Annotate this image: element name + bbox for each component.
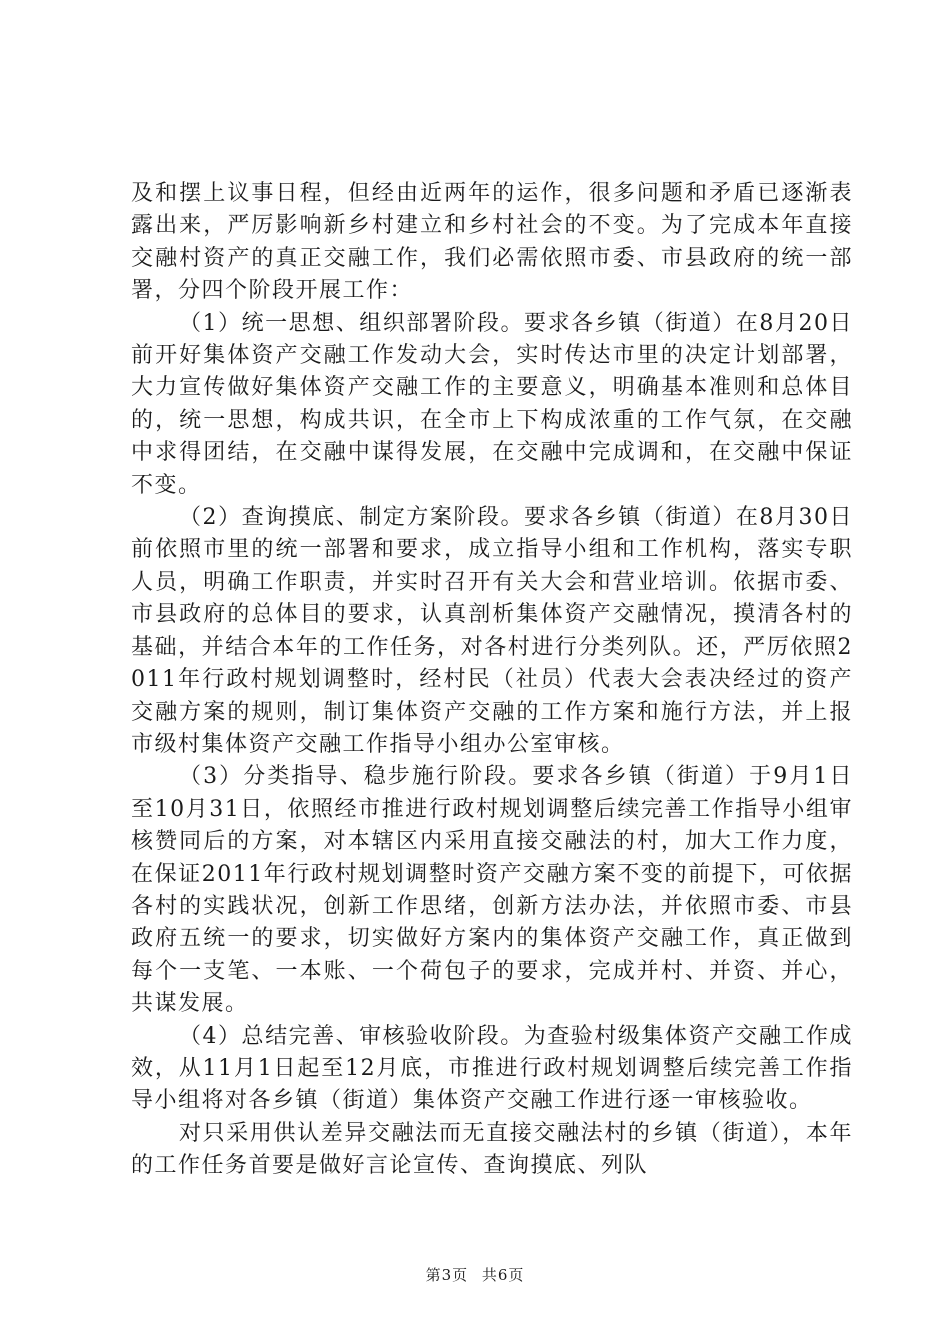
page-footer (0, 1264, 950, 1285)
page-number: 第3页 (425, 1266, 469, 1284)
paragraph-stage-1: （1）统一思想、组织部署阶段。要求各乡镇（街道）在8月20日前开好集体资产交融工作发动大会，实时传达市里的决定计划部署，大力宣传做好集体资产交融工作的主要意义，明确基本准则和总体目的，统一思想，构成共识，在全市上下构成浓重的工作气氛，在交融中求得团结，在交融中谋得发展，在交融中完成调和，在交融中保证不变。 (131, 310, 853, 498)
page-total: 共6页 (481, 1266, 525, 1284)
paragraph-stage-3: （3）分类指导、稳步施行阶段。要求各乡镇（街道）于9月1日至10月31日，依照经市推进行政村规划调整后续完善工作指导小组审核赞同后的方案，对本辖区内采用直接交融法的村，加大工作力度，在保证2011年行政村规划调整时资产交融方案不变的前提下，可依据各村的实践状况，创新工作思绪，创新方法办法，并依照市委、市县政府五统一的要求，切实做好方案内的集体资产交融工作，真正做到每个一支笔、一本账、一个荷包子的要求，完成并村、并资、并心，共谋发展。 (131, 764, 853, 1017)
paragraph-continuation: 及和摆上议事日程，但经由近两年的运作，很多问题和矛盾已逐渐表露出来，严厉影响新乡村建立和乡村社会的不变。为了完成本年直接交融村资产的真正交融工作，我们必需依照市委、市县政府的统一部署，分四个阶段开展工作： (131, 181, 853, 304)
paragraph-closing: 对只采用供认差异交融法而无直接交融法村的乡镇（街道），本年的工作任务首要是做好言论宣传、查询摸底、列队 (131, 1120, 853, 1179)
document-body (131, 178, 853, 1183)
paragraph-stage-4: （4）总结完善、审核验收阶段。为查验村级集体资产交融工作成效，从11月1日起至12月底，市推进行政村规划调整后续完善工作指导小组将对各乡镇（街道）集体资产交融工作进行逐一审核验收。 (131, 1023, 853, 1114)
paragraph-stage-2: （2）查询摸底、制定方案阶段。要求各乡镇（街道）在8月30日前依照市里的统一部署和要求，成立指导小组和工作机构，落实专职人员，明确工作职责，并实时召开有关大会和营业培训。依据市委、市县政府的总体目的要求，认真剖析集体资产交融情况，摸清各村的基础，并结合本年的工作任务，对各村进行分类列队。还，严厉依照2011年行政村规划调整时，经村民（社员）代表大会表决经过的资产交融方案的规则，制订集体资产交融的工作方案和施行方法，并上报市级村集体资产交融工作指导小组办公室审核。 (131, 505, 853, 757)
